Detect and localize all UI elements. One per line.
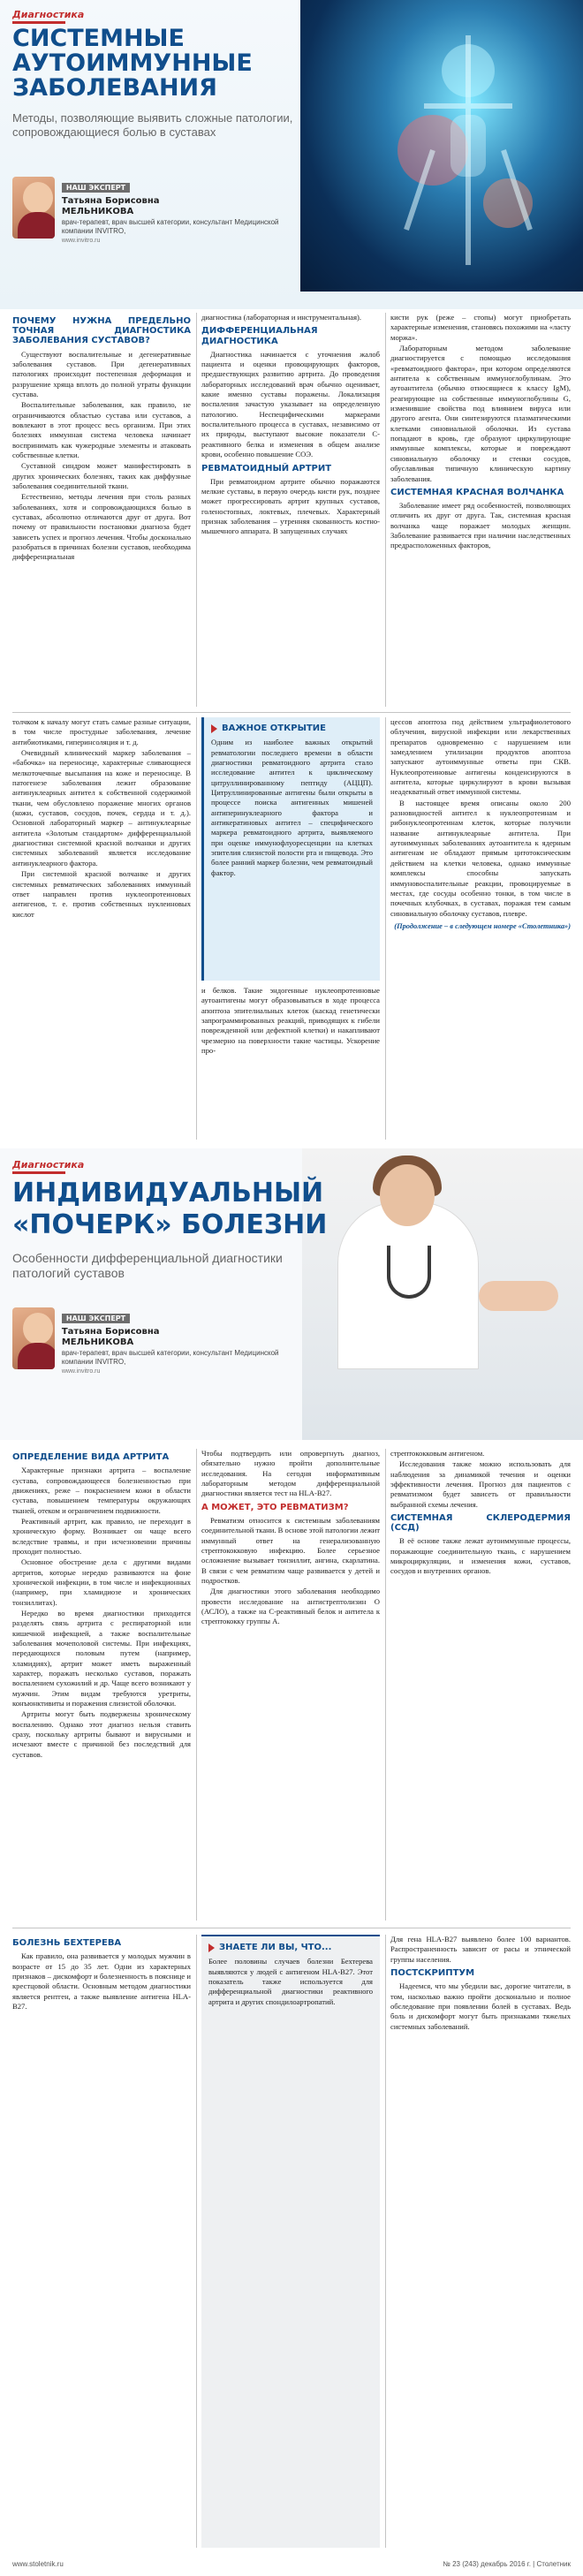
heading-bechterew: БОЛЕЗНЬ БЕХТЕРЕВА [12, 1938, 122, 1948]
chevron-right-icon [208, 1943, 215, 1952]
article1-column-6 [390, 717, 571, 1140]
paragraph: Характерные признаки артрита – воспаление сустава, сопровождающееся болезненностью при движениях, реже – покраснением кожи в области сустава, повышением температуры окружающих тканей, отеком и ограничением подвижности. [12, 1466, 191, 1515]
column-divider [385, 1449, 386, 1921]
heading-why-diagnostics: ПОЧЕМУ НУЖНА ПРЕДЕЛЬНО ТОЧНАЯ ДИАГНОСТИКА ЗАБОЛЕВАНИЯ СУСТАВОВ? [12, 316, 191, 346]
article1-column-1 [12, 313, 191, 707]
article2-hero [0, 1148, 583, 1440]
paragraph: Надеемся, что мы убедили вас, дорогие читатели, в том, насколько важно пройти досконально и полное обследование при появлении болей в суставах. Ведь боль и дискомфорт могут быть признаками тяжелых системных заболеваний. [390, 1981, 571, 2031]
paragraph: кисти рук (реже – стопы) могут приобретать характерные изменения, становясь похожими на «ласту моржа». [390, 313, 571, 342]
section-tag-bar [12, 1171, 65, 1174]
heading-rheumatoid-arthritis: РЕВМАТОИДНЫЙ АРТРИТ [201, 463, 332, 474]
column-divider [196, 1449, 197, 1921]
paragraph: Артриты могут быть подвержены хроническому воспалению. Однако этот диагноз нельзя ставить сразу, поскольку артриты бывают и вирусными и исчезают вместе с причиной без последствий для суставов. [12, 1709, 191, 1759]
section-tag-bar [12, 21, 65, 24]
expert-tag: НАШ ЭКСПЕРТ [62, 183, 130, 193]
did-you-know-box [201, 1935, 380, 2548]
article2-column-1 [12, 1449, 191, 1921]
expert-url: www.invitro.ru [61, 1368, 101, 1375]
paragraph: Суставной синдром может манифестировать в других хронических болезнях, таких как диффузные заболевания соединительной ткани. [12, 461, 191, 491]
paragraph: Основное обострение дела с другими видами артритов, которые нередко развиваются на фоне хронической инфекции, в том числе и инфекционных (например, при хламидиозе и хронических тонзиллитах). [12, 1557, 191, 1607]
article2-column-6 [390, 1935, 571, 2548]
expert-tag: НАШ ЭКСПЕРТ [62, 1314, 130, 1323]
skeleton-illustration [300, 0, 583, 292]
article1-hero [0, 0, 583, 309]
paragraph: Диагностика начинается с уточнения жалоб пациента и оценки провоцирующих факторов, предшествующих развитию артрита. До проведения лабораторных исследований врач обычно оценивает, какие именно суставы поражены. Локализация воспаления зачастую указывает на определенную патологию. Неспецифическими маркерами воспалительного процесса в суставах, независимо от их природы, выступают высокие показатели С-реактивного белка и изменения в общем анализе крови, особенно повышение СОЭ. [201, 349, 380, 459]
article1-column-5 [201, 986, 380, 1140]
column-divider [196, 717, 197, 1140]
important-discovery-box [201, 717, 380, 981]
headline-line1: ИНДИВИДУАЛЬНЫЙ [12, 1178, 324, 1208]
heading-differential-diagnostics: ДИФФЕРЕНЦИАЛЬНАЯ ДИАГНОСТИКА [201, 326, 318, 346]
expert-role: врач-терапевт, врач высшей категории, консультант Медицинской компании INVITRO, [61, 1349, 279, 1367]
paragraph: Естественно, методы лечения при столь разных заболеваниях, хотя и сопровождающихся болью в суставах, абсолютно отличаются друг от друга. Вот почему от правильности постановки диагноза будет зависеть успех и прогноз лечения. Чтобы досконально разобраться в причинах болезни суставов, необходима дифференциальная [12, 492, 191, 562]
expert-card [12, 177, 295, 244]
article2-column-4 [12, 1935, 191, 2548]
paragraph: Ревматизм относится к системным заболеваниям соединительной ткани. В основе этой патологии лежит иммунный ответ на генерализованную стрептококковую инфекцию. Более серьезное осложнение вызывает тонзиллит, ангина, скарлатина. В связи с чем ревматизм чаще развивается у детей и подростков. [201, 1515, 380, 1585]
expert-url: www.invitro.ru [61, 237, 101, 244]
heading-arthritis-type: ОПРЕДЕЛЕНИЕ ВИДА АРТРИТА [12, 1452, 170, 1462]
page-footer [0, 2555, 583, 2576]
column-divider [196, 1935, 197, 2548]
footer-issue-info: № 23 (243) декабрь 2016 г. | Столетник [443, 2560, 571, 2568]
skeleton-xray-image [300, 0, 583, 292]
paragraph: Для гена HLA-B27 выявлено более 100 вариантов. Распространенность зависит от расы и этнической группы населения. [390, 1935, 571, 1964]
article2-column-2 [201, 1449, 380, 1921]
paragraph: Реактивный артрит, как правило, не переходит в хроническую форму. Возникает он чаще всего вследствие травмы, и при исчезновении причины проходит полностью. [12, 1516, 191, 1556]
expert-role: врач-терапевт, врач высшей категории, консультант Медицинской компании INVITRO, [61, 218, 279, 236]
heading-scleroderma: СИСТЕМНАЯ СКЛЕРОДЕРМИЯ (ССД) [390, 1513, 571, 1534]
did-you-know-text: Более половины случаев болезни Бехтерева выявляются у людей с антигеном HLA-B27. Этот показатель также используется для дифференциальной диагностики реактивного артрита и других спондилоартропатий. [208, 1957, 373, 2006]
paragraph: Заболевание имеет ряд особенностей, позволяющих отличить их друг от друга. Так, системная красная волчанка чаще поражает молодых женщин. Заболевание развивается при наличии наследственных предрасположенных факторов, [390, 501, 571, 550]
headline-line2: АУТОИММУННЫЕ [12, 49, 253, 77]
paragraph: При системной красной волчанке и других системных ревматических заболеваниях иммунный ответ направлен против нуклеопротеиновых антигенов, т. е. против собственных нуклеиновых кислот [12, 869, 191, 919]
column-divider [385, 1935, 386, 2548]
headline-line2: «ПОЧЕРК» БОЛЕЗНИ [12, 1209, 328, 1240]
important-discovery-title: ВАЖНОЕ ОТКРЫТИЕ [211, 723, 373, 734]
chevron-right-icon [211, 724, 217, 733]
paragraph: Лабораторным методом заболевание диагностируется с помощью исследования «ревматоидного фактора», при котором определяются антитела к собственным иммуноглобулинам. Это аутоантитела (обычно относящиеся к классу IgM), реагирующие на собственные иммуноглобулины G, изменившие свойства под влиянием вируса или другого агента. Они синтезируются плазматическими клетками синовиальной оболочки. Из сустава попадают в кровь, где образуют циркулирующие иммунные комплексы, которые и повреждают синовиальную оболочку и стенки сосудов, обуславливая типичную клиническую картину заболевания. [390, 344, 571, 483]
footer-site-url[interactable]: www.stoletnik.ru [12, 2560, 64, 2568]
continuation-note: (Продолжение – в следующем номере «Столетника») [394, 921, 571, 930]
expert-photo [12, 1307, 55, 1369]
section-tag: Диагностика [12, 1159, 85, 1171]
paragraph: Существуют воспалительные и дегенеративные заболевания суставов. При дегенеративных патологиях происходит постепенная деформация и разрушение хряща вплоть до полной утраты функции сустава. [12, 349, 191, 398]
paragraph: стрептококковым антигеном. [390, 1449, 485, 1458]
paragraph: Исследования также можно использовать для наблюдения за динамикой течения и оценки эффективности лечения. Прогноз для пациентов с ревматизмом будет зависеть от правильности выбранной схемы лечения. [390, 1459, 571, 1509]
expert-name: Татьяна Борисовна МЕЛЬНИКОВА [61, 196, 160, 216]
paragraph: и белков. Такие эндогенные нуклеопротеиновые аутоантигены могут образовываться в ходе процесса апоптоза эпителиальных клеток (каскад генетически запрограммированных реакций, приводящих к гибели поврежденной или дефектной клетки) и накапливают чрезмерно на поверхности такие частицы. Ускорение про- [201, 986, 380, 1056]
paragraph: Очевидный клинический маркер заболевания – «бабочка» на переносице, характерные сливающиеся мелкоточечные высыпания на коже и переносице. В патогенезе заболевания лежит образование антинуклеарных антител к собственной содержимой ткани, чем обусловлено поражение многих органов (кожи, суставов, сосудов, почек, сердца и т. д.). Основной лабораторный маркер – антинуклеарные антитела «Золотым стандартом» дифференциальной диагностики системной красной волчанки и других системных заболеваний является исследование антинуклеарного фактора. [12, 748, 191, 868]
expert-card [12, 1307, 295, 1375]
paragraph: диагностика (лабораторная и инструментальная). [201, 313, 362, 322]
expert-name: Татьяна Борисовна МЕЛЬНИКОВА [61, 1327, 160, 1347]
headline-line1: СИСТЕМНЫЕ [12, 25, 185, 52]
article1-column-2 [201, 313, 380, 707]
headline-line3: ЗАБОЛЕВАНИЯ [12, 74, 217, 102]
paragraph: В настоящее время описаны около 200 разновидностей антител к нуклеопротеинам и рибонуклеопротеинам клеток, которые получили название антинуклеарные антитела. При аутоиммунных заболеваниях аутоантитела к ядерным антигенам не обладают прямым цитотоксическим действием на клетки человека, однако иммунные комплексы способны запускать иммуновоспалительные реакции, провоцируемые в местах, где сосуды особенно тонки, в том числе в почечных клубочках, в суставах, поражая тем самым синовиальную оболочку суставов, плевре. [390, 798, 571, 918]
paragraph: Как правило, она развивается у молодых мужчин в возрасте от 15 до 35 лет. Одни из характерных признаков – дискомфорт и болезненность в пояснице и крестцовой области. Основным методом диагностики является рентген, а также выявление антигена HLA-B27. [12, 1951, 191, 2011]
paragraph: Чтобы подтвердить или опровергнуть диагноз, обязательно нужно пройти дополнительные исследования. На сегодня информативным лабораторным методом дифференциальной диагностики является тест на HLA-B27. [201, 1449, 380, 1498]
heading-lupus: СИСТЕМНАЯ КРАСНАЯ ВОЛЧАНКА [390, 487, 564, 497]
article2-column-3 [390, 1449, 571, 1921]
section-tag: Диагностика [12, 9, 85, 20]
paragraph: Воспалительные заболевания, как правило, не ограничиваются областью сустава или суставов, а вовлекают в этот процесс весь организм. При этих болезнях иммунная система человека начинает воспринимать как чужеродные элементы и атаковать собственные клетки. [12, 400, 191, 459]
section-separator [12, 712, 571, 713]
doctor-photo [302, 1148, 583, 1440]
article1-column-3 [390, 313, 571, 707]
did-you-know-title: ЗНАЕТЕ ЛИ ВЫ, ЧТО... [208, 1942, 373, 1953]
heading-rheumatism: А МОЖЕТ, ЭТО РЕВМАТИЗМ? [201, 1502, 349, 1512]
paragraph: цессов апоптоза под действием ультрафиолетового облучения, вирусной инфекции или лекарственных препаратов одновременно с нарушением или замедлением утилизации продуктов апоптоза запускают аутоиммунные ответы при СКВ. Нуклеопротеиновые антигены конденсируются в антитела, которые циркулируют в крови вызывая неадекватный ответ иммунной системы. [390, 717, 571, 797]
paragraph: Нередко во время диагностики приходится разделять связь артрита с респираторной или кишечной инфекцией, а также воспалительные заболевания мочеполовой системы. При инфекциях, передающихся половым путем (например, хламидиях), артрит может иметь выраженный характер, поражать несколько суставов, поражать воспалением сухожилий и др. Чаще всего возникают у мужчин. Этим видам требуются уретриты, конъюнктивиты и поражения слизистой оболочки. [12, 1609, 191, 1708]
column-divider [385, 313, 386, 707]
column-divider [385, 717, 386, 1140]
expert-photo [12, 177, 55, 239]
important-discovery-text: Одним из наиболее важных открытий ревматологии последнего времени в области диагностики ревматоидного артрита стало исследование антител к циклическому цитруллинированному пептиду (АЦЦП). Цитруллинированные антигены были открыты в процессе поиска антигенных мишеней антиперинуклеарного фактора и антикератиновых антител – специфического маркера ревматоидного артрита, выявляемого при оценке иммунофлуоресценции на клетках эпителия слизистой полости рта и пищевода. Это более ранний маркер болезни, чем ревматоидный фактор. [211, 738, 373, 877]
article1-column-4 [12, 717, 191, 1140]
paragraph: В её основе также лежат аутоиммунные процессы, поражающие соединительную ткань, с нарушением микроциркуляции, и изменения кожи, суставов, сосудов и внутренних органов. [390, 1536, 571, 1576]
article-subtitle: Особенности дифференциальной диагностики патологий суставов [12, 1251, 283, 1280]
paragraph: Для диагностики этого заболевания необходимо провести исследование на антистрептолизин О (АСЛО), а также на С-реактивный белок и антитела к стрептококку группы А. [201, 1587, 380, 1626]
paragraph: При ревматоидном артрите обычно поражаются мелкие суставы, в первую очередь кисти рук, позднее может прогрессировать артрит крупных суставов, голеностопных, локтевых, плечевых. Характерный признак заболевания – утренняя скованность костно-мышечного аппарата. В запущенных случаях [201, 476, 380, 536]
article-subtitle: Методы, позволяющие выявить сложные патологии, сопровождающиеся болью в суставах [12, 111, 293, 139]
heading-postscript: ПОСТСКРИПТУМ [390, 1968, 475, 1979]
column-divider [196, 313, 197, 707]
paragraph: толчком к началу могут стать самые разные ситуации, в том числе простудные заболевания, лечение антибиотиками, гиперинсоляция и т. д. [12, 717, 191, 746]
